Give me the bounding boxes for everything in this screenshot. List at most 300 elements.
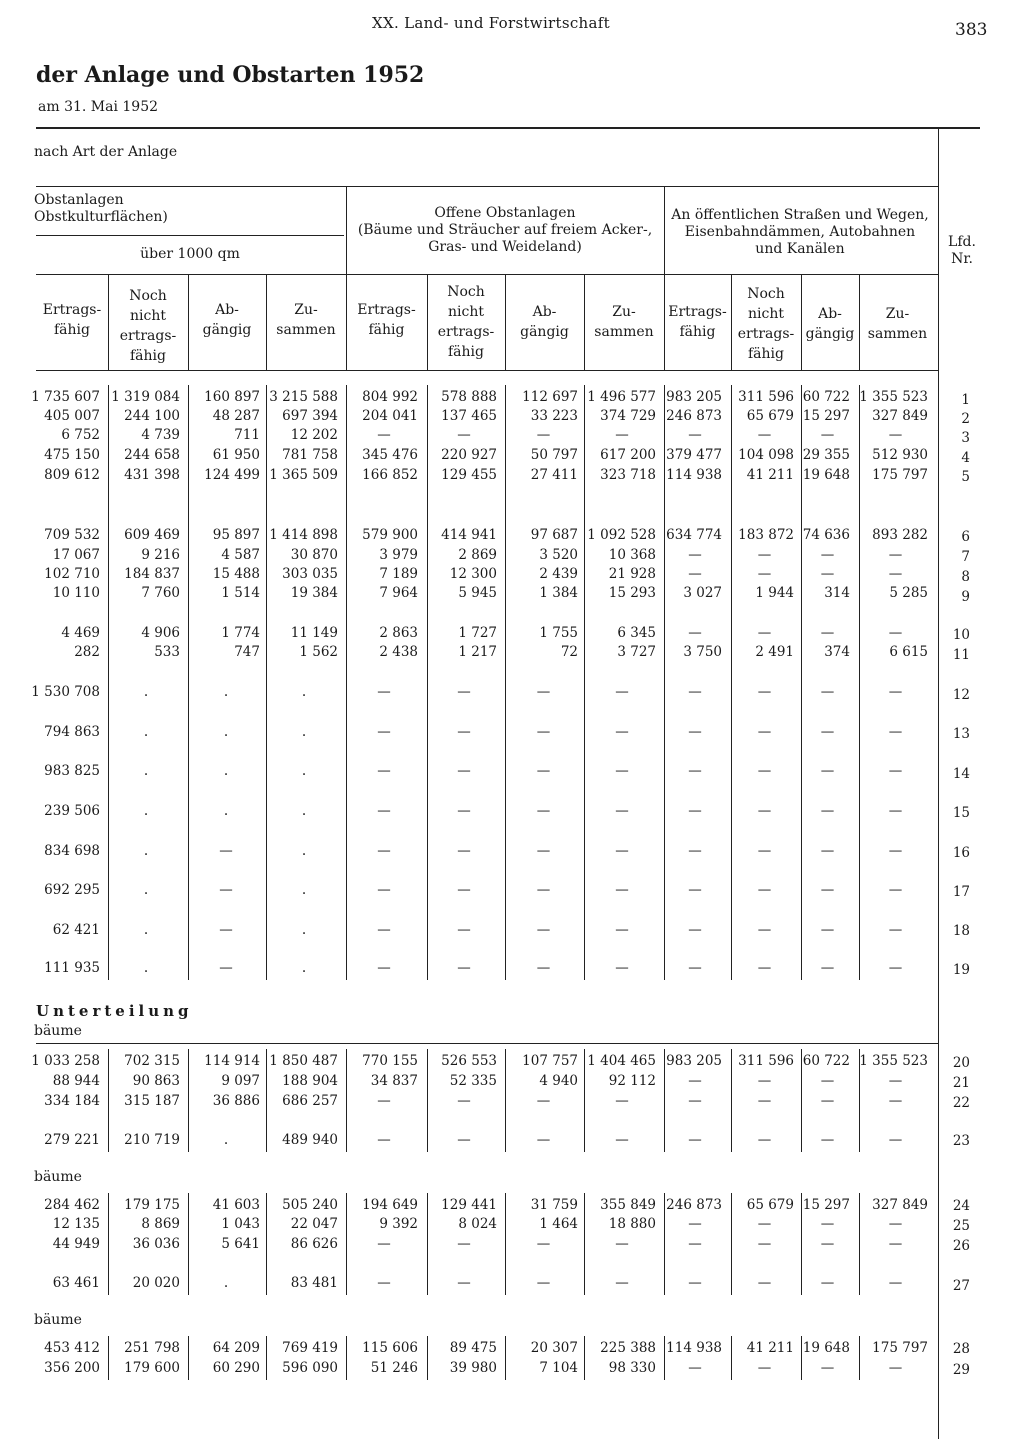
table-cell: —: [820, 625, 835, 641]
table-cell: 2 439: [539, 566, 578, 582]
table-cell: —: [536, 1093, 551, 1109]
table-cell: —: [688, 960, 702, 976]
table-cell: 311 596: [738, 389, 794, 405]
table-cell: —: [820, 803, 835, 819]
table-cell: —: [536, 922, 551, 938]
table-cell: 1 355 523: [859, 1053, 928, 1069]
table-cell: —: [615, 1093, 629, 1109]
table-cell: 5 641: [221, 1236, 260, 1252]
table-cell: .: [223, 1275, 229, 1291]
table-cell: 112 697: [522, 389, 578, 405]
row-number: 6: [961, 529, 970, 545]
table-cell: 609 469: [124, 527, 180, 543]
row-number: 22: [952, 1095, 970, 1111]
table-cell: 314: [824, 585, 850, 601]
table-cell: —: [377, 1275, 391, 1291]
column-header-line: ertrags-: [437, 324, 495, 340]
column-header-9: [664, 302, 731, 342]
table-cell: —: [757, 763, 772, 779]
table-cell: .: [223, 724, 229, 740]
table-cell: —: [457, 1275, 471, 1291]
table-cell: —: [757, 882, 772, 898]
table-cell: 709 532: [44, 527, 100, 543]
table-cell: 3 979: [379, 547, 418, 563]
table-cell: .: [301, 843, 307, 859]
table-cell: —: [688, 1093, 702, 1109]
table-cell: —: [219, 960, 233, 976]
table-cell: 1 562: [299, 644, 338, 660]
table-cell: —: [615, 427, 629, 443]
table-cell: 29 355: [802, 447, 850, 463]
column-header-rule: [36, 370, 938, 371]
table-cell: 114 938: [666, 467, 722, 483]
column-header-12: [859, 304, 936, 344]
table-cell: 107 757: [522, 1053, 578, 1069]
table-cell: —: [820, 763, 835, 779]
table-cell: 5 285: [889, 585, 928, 601]
table-cell: 124 499: [204, 467, 260, 483]
column-header-line: fähig: [748, 346, 784, 362]
table-cell: —: [757, 427, 772, 443]
table-cell: —: [457, 427, 471, 443]
column-header-line: Ab-: [532, 304, 557, 320]
table-cell: 160 897: [204, 389, 260, 405]
column-header-3: [188, 300, 266, 340]
table-cell: 129 455: [441, 467, 497, 483]
table-cell: —: [688, 1216, 702, 1232]
table-cell: —: [615, 763, 629, 779]
header-column-divider: [731, 274, 732, 371]
table-cell: 414 941: [441, 527, 497, 543]
row-number: 27: [952, 1278, 970, 1294]
table-cell: 453 412: [44, 1340, 100, 1356]
table-cell: —: [820, 1216, 835, 1232]
table-cell: .: [301, 724, 307, 740]
header-column-divider: [188, 274, 189, 371]
table-cell: 246 873: [666, 1197, 722, 1213]
table-cell: —: [457, 763, 471, 779]
table-cell: —: [457, 882, 471, 898]
table-cell: —: [457, 1236, 471, 1252]
table-cell: 315 187: [124, 1093, 180, 1109]
table-cell: —: [757, 1216, 772, 1232]
table-cell: —: [688, 763, 702, 779]
table-cell: .: [143, 922, 149, 938]
table-cell: —: [457, 1093, 471, 1109]
table-cell: —: [377, 1236, 391, 1252]
header-column-divider: [427, 274, 428, 371]
table-cell: —: [757, 547, 772, 563]
table-cell: 11 149: [290, 625, 338, 641]
table-cell: 4 587: [221, 547, 260, 563]
subdivision-label: Unterteilung: [36, 1002, 193, 1020]
table-cell: —: [820, 1093, 835, 1109]
table-cell: 489 940: [282, 1132, 338, 1148]
table-cell: 12 300: [449, 566, 497, 582]
table-cell: —: [688, 625, 702, 641]
table-cell: 52 335: [449, 1073, 497, 1089]
table-cell: 634 774: [666, 527, 722, 543]
table-cell: 512 930: [872, 447, 928, 463]
row-number: 10: [952, 627, 970, 643]
row-number: 20: [952, 1055, 970, 1071]
column-header-8: [584, 302, 664, 342]
table-cell: 526 553: [441, 1053, 497, 1069]
table-cell: .: [143, 763, 149, 779]
table-cell: —: [615, 843, 629, 859]
table-cell: 8 024: [458, 1216, 497, 1232]
table-cell: 6 752: [61, 427, 100, 443]
table-cell: 893 282: [872, 527, 928, 543]
table-cell: 239 506: [44, 803, 100, 819]
table-cell: 31 759: [530, 1197, 578, 1213]
table-cell: 129 441: [441, 1197, 497, 1213]
table-cell: —: [377, 922, 391, 938]
table-cell: 533: [154, 644, 180, 660]
table-cell: 3 215 588: [269, 389, 338, 405]
table-cell: 61 950: [212, 447, 260, 463]
table-cell: —: [757, 1093, 772, 1109]
table-cell: 60 722: [802, 1053, 850, 1069]
group3-title: An öffentlichen Straßen und Wegen, Eisenbahndämmen, Autobahnen und Kanälen: [671, 207, 929, 257]
table-cell: —: [615, 922, 629, 938]
table-cell: 2 438: [379, 644, 418, 660]
table-cell: —: [888, 427, 903, 443]
table-cell: .: [143, 684, 149, 700]
table-cell: 17 067: [52, 547, 100, 563]
group1-title-rule: [36, 235, 344, 236]
table-cell: .: [223, 1132, 229, 1148]
table-cell: —: [536, 1236, 551, 1252]
table-cell: 3 027: [683, 585, 722, 601]
table-cell: 89 475: [449, 1340, 497, 1356]
table-cell: 86 626: [290, 1236, 338, 1252]
table-cell: 4 469: [61, 625, 100, 641]
table-cell: —: [688, 1073, 702, 1089]
group-rule: [36, 274, 938, 275]
table-cell: 62 421: [52, 922, 100, 938]
table-cell: 98 330: [608, 1360, 656, 1376]
table-cell: —: [377, 724, 391, 740]
table-cell: 4 906: [141, 625, 180, 641]
table-cell: —: [536, 960, 551, 976]
table-cell: 175 797: [872, 467, 928, 483]
table-cell: —: [888, 763, 903, 779]
column-header-line: fähig: [679, 324, 716, 340]
table-cell: —: [688, 724, 702, 740]
table-cell: 204 041: [362, 408, 418, 424]
table-cell: 15 297: [802, 408, 850, 424]
table-cell: —: [457, 1132, 471, 1148]
table-cell: 6 345: [617, 625, 656, 641]
row-number: 1: [961, 392, 970, 408]
table-cell: 7 104: [539, 1360, 578, 1376]
column-header-line: fähig: [54, 322, 90, 338]
table-cell: 246 873: [666, 408, 722, 424]
table-cell: —: [457, 803, 471, 819]
table-cell: 95 897: [212, 527, 260, 543]
table-cell: 41 211: [746, 1340, 794, 1356]
table-cell: —: [820, 684, 835, 700]
table-cell: —: [820, 1073, 835, 1089]
header-column-divider: [505, 274, 506, 371]
table-cell: 2 491: [755, 644, 794, 660]
column-header-10: [731, 284, 801, 364]
lfd-header: Lfd. Nr.: [948, 234, 976, 267]
table-cell: 809 612: [44, 467, 100, 483]
table-cell: —: [615, 803, 629, 819]
table-cell: 345 476: [362, 447, 418, 463]
table-cell: 92 112: [608, 1073, 656, 1089]
table-cell: 1 217: [458, 644, 497, 660]
table-cell: 194 649: [362, 1197, 418, 1213]
table-cell: —: [377, 882, 391, 898]
table-cell: .: [223, 763, 229, 779]
table-cell: 374 729: [600, 408, 656, 424]
table-cell: —: [888, 803, 903, 819]
table-cell: —: [888, 1360, 903, 1376]
table-cell: 596 090: [282, 1360, 338, 1376]
header-column-divider: [266, 274, 267, 371]
table-cell: .: [143, 803, 149, 819]
table-cell: 374: [824, 644, 850, 660]
table-cell: —: [536, 684, 551, 700]
table-cell: —: [536, 803, 551, 819]
group1-title: Obstanlagen Obstkulturflächen): [34, 192, 168, 225]
row-number: 23: [952, 1133, 970, 1149]
table-cell: .: [143, 882, 149, 898]
table-cell: .: [143, 724, 149, 740]
table-cell: —: [536, 882, 551, 898]
table-cell: —: [820, 566, 835, 582]
table-cell: —: [757, 1132, 772, 1148]
header-column-divider: [859, 274, 860, 371]
table-cell: 781 758: [282, 447, 338, 463]
column-header-line: Noch: [447, 284, 485, 300]
table-cell: 702 315: [124, 1053, 180, 1069]
row-number: 5: [961, 469, 970, 485]
table-cell: 12 202: [290, 427, 338, 443]
table-cell: 3 750: [683, 644, 722, 660]
table-cell: —: [888, 547, 903, 563]
table-cell: —: [757, 843, 772, 859]
table-cell: —: [888, 843, 903, 859]
column-header-line: gängig: [805, 326, 855, 342]
row-number: 2: [961, 411, 970, 427]
table-cell: 225 388: [600, 1340, 656, 1356]
group-label-3: bäume: [34, 1312, 82, 1328]
table-cell: —: [757, 803, 772, 819]
header-column-divider: [108, 274, 109, 371]
table-cell: 579 900: [362, 527, 418, 543]
table-cell: —: [757, 1360, 772, 1376]
table-cell: 188 904: [282, 1073, 338, 1089]
column-header-line: gängig: [202, 322, 252, 338]
table-cell: 3 727: [617, 644, 656, 660]
table-cell: —: [757, 724, 772, 740]
row-number: 9: [961, 589, 970, 605]
table-cell: 1 384: [539, 585, 578, 601]
table-cell: 44 949: [52, 1236, 100, 1252]
table-cell: —: [377, 427, 391, 443]
table-cell: —: [888, 1216, 903, 1232]
table-cell: 405 007: [44, 408, 100, 424]
table-cell: 711: [234, 427, 260, 443]
table-cell: 578 888: [441, 389, 497, 405]
table-cell: —: [457, 843, 471, 859]
table-cell: 63 461: [52, 1275, 100, 1291]
table-cell: 83 481: [290, 1275, 338, 1291]
table-cell: —: [615, 1275, 629, 1291]
table-cell: 65 679: [746, 1197, 794, 1213]
table-cell: 323 718: [600, 467, 656, 483]
table-cell: —: [820, 843, 835, 859]
table-cell: .: [301, 922, 307, 938]
table-cell: —: [615, 882, 629, 898]
table-cell: —: [820, 960, 835, 976]
table-cell: 334 184: [44, 1093, 100, 1109]
table-cell: 64 209: [212, 1340, 260, 1356]
table-cell: 1 514: [221, 585, 260, 601]
table-cell: —: [820, 547, 835, 563]
table-cell: 8 869: [141, 1216, 180, 1232]
row-number: 14: [952, 766, 970, 782]
column-header-11: [801, 304, 859, 344]
page-number: 383: [955, 20, 988, 40]
column-header-6: [427, 282, 505, 362]
column-header-line: nicht: [448, 304, 484, 320]
table-cell: 34 837: [370, 1073, 418, 1089]
table-cell: 9 216: [141, 547, 180, 563]
table-cell: —: [888, 1093, 903, 1109]
table-cell: —: [615, 960, 629, 976]
row-number: 21: [952, 1075, 970, 1091]
table-cell: 36 886: [212, 1093, 260, 1109]
table-cell: 1 092 528: [587, 527, 656, 543]
table-cell: 48 287: [212, 408, 260, 424]
table-cell: —: [219, 882, 233, 898]
column-header-line: gängig: [520, 324, 569, 340]
row-number: 29: [952, 1362, 970, 1378]
table-cell: 244 100: [124, 408, 180, 424]
table-cell: .: [301, 803, 307, 819]
table-cell: 244 658: [124, 447, 180, 463]
table-cell: 1 530 708: [31, 684, 100, 700]
row-number: 19: [952, 962, 970, 978]
table-cell: —: [688, 566, 702, 582]
table-cell: 1 043: [221, 1216, 260, 1232]
column-header-1: [36, 300, 108, 340]
column-header-line: Zu-: [294, 302, 318, 318]
table-cell: 431 398: [124, 467, 180, 483]
table-cell: 9 392: [379, 1216, 418, 1232]
table-cell: .: [301, 763, 307, 779]
header-column-divider: [584, 274, 585, 371]
column-header-line: sammen: [867, 326, 928, 342]
table-cell: .: [143, 843, 149, 859]
table-cell: 19 648: [802, 467, 850, 483]
table-cell: 114 938: [666, 1340, 722, 1356]
table-cell: 60 722: [802, 389, 850, 405]
table-cell: 88 944: [52, 1073, 100, 1089]
table-cell: 3 520: [539, 547, 578, 563]
table-cell: —: [757, 566, 772, 582]
column-header-line: sammen: [276, 322, 336, 338]
table-cell: 356 200: [44, 1360, 100, 1376]
table-cell: 111 935: [44, 960, 100, 976]
table-cell: 1 464: [539, 1216, 578, 1232]
row-number: 3: [961, 430, 970, 446]
table-cell: 27 411: [530, 467, 578, 483]
column-header-line: fähig: [368, 322, 405, 338]
table-cell: 2 863: [379, 625, 418, 641]
table-cell: 179 600: [124, 1360, 180, 1376]
column-header-2: [108, 286, 188, 366]
table-cell: .: [223, 684, 229, 700]
table-cell: 697 394: [282, 408, 338, 424]
table-cell: 210 719: [124, 1132, 180, 1148]
table-cell: 60 290: [212, 1360, 260, 1376]
table-cell: —: [377, 1132, 391, 1148]
row-number: 15: [952, 805, 970, 821]
top-rule: [36, 127, 980, 129]
table-cell: —: [688, 843, 702, 859]
group2-title: Offene Obstanlagen (Bäume und Sträucher auf freiem Acker-, Gras- und Weideland): [357, 205, 653, 255]
table-cell: 4 940: [539, 1073, 578, 1089]
table-cell: 36 036: [132, 1236, 180, 1252]
column-header-line: ertrags-: [119, 328, 177, 344]
table-cell: —: [377, 843, 391, 859]
table-cell: —: [888, 724, 903, 740]
row-number: 12: [952, 687, 970, 703]
table-cell: —: [688, 922, 702, 938]
table-cell: 137 465: [441, 408, 497, 424]
table-cell: 379 477: [666, 447, 722, 463]
table-cell: 9 097: [221, 1073, 260, 1089]
table-cell: 65 679: [746, 408, 794, 424]
table-cell: —: [888, 684, 903, 700]
table-cell: —: [377, 960, 391, 976]
table-cell: —: [377, 684, 391, 700]
table-cell: 41 603: [212, 1197, 260, 1213]
row-number: 26: [952, 1238, 970, 1254]
table-cell: 327 849: [872, 1197, 928, 1213]
column-header-line: Noch: [129, 288, 167, 304]
table-cell: —: [688, 1360, 702, 1376]
table-cell: 983 205: [666, 1053, 722, 1069]
table-cell: 284 462: [44, 1197, 100, 1213]
table-cell: —: [888, 1275, 903, 1291]
table-cell: —: [888, 1132, 903, 1148]
section-label: nach Art der Anlage: [34, 144, 178, 160]
table-cell: —: [888, 566, 903, 582]
table-cell: —: [457, 960, 471, 976]
table-cell: —: [688, 547, 702, 563]
table-cell: 804 992: [362, 389, 418, 405]
column-header-line: fähig: [130, 348, 166, 364]
table-cell: 1 496 577: [587, 389, 656, 405]
column-header-line: Ertrags-: [668, 304, 727, 320]
column-header-line: Zu-: [612, 304, 636, 320]
table-cell: 251 798: [124, 1340, 180, 1356]
header-column-divider: [346, 186, 347, 371]
table-cell: —: [536, 724, 551, 740]
table-cell: 279 221: [44, 1132, 100, 1148]
column-header-line: Noch: [747, 286, 785, 302]
table-cell: 51 246: [370, 1360, 418, 1376]
table-cell: —: [820, 724, 835, 740]
table-cell: —: [757, 922, 772, 938]
